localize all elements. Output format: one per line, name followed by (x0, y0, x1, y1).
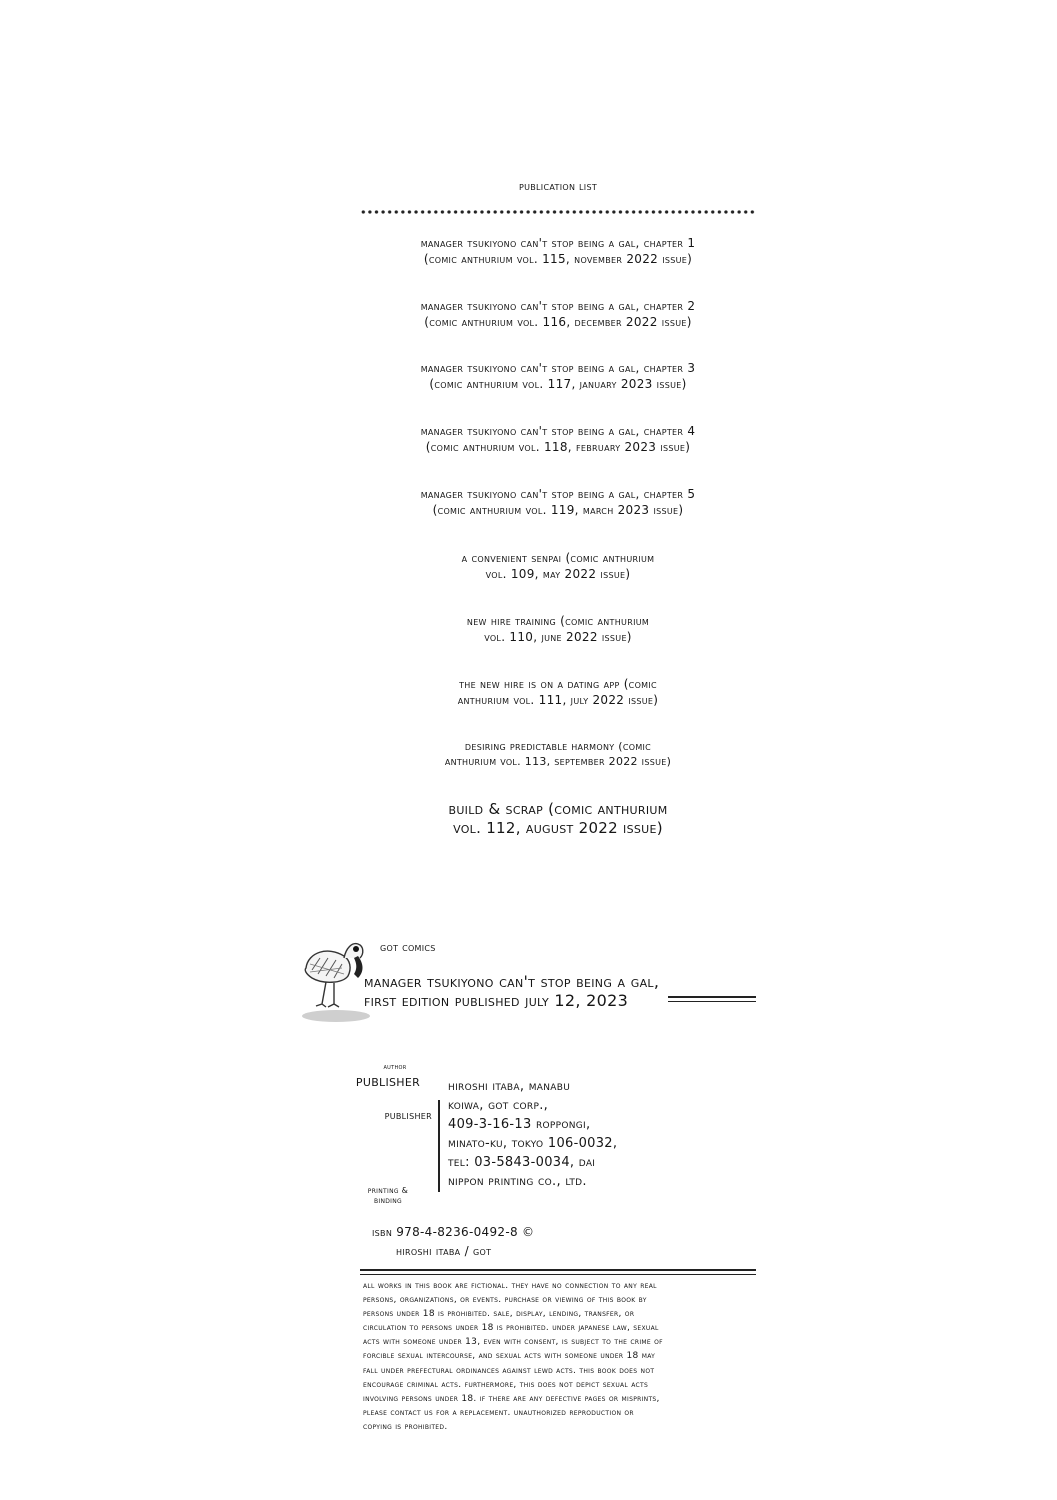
credit-line: nippon printing co., ltd. (448, 1174, 587, 1189)
credit-line: tel: 03-5843-0034, dai (448, 1155, 596, 1170)
entry-title: the new hire is on a dating app (comic (459, 677, 657, 691)
credit-line: 409-3-16-13 roppongi, (448, 1117, 591, 1132)
edition-line: first edition published july 12, 2023 (364, 991, 629, 1010)
credits-block (448, 1077, 688, 1191)
isbn-line: isbn 978-4-8236-0492-8 © (372, 1225, 535, 1239)
label-publisher-large: publisher (355, 1071, 421, 1090)
entry-source: vol. 112, august 2022 issue) (453, 819, 663, 837)
entry-title: build & scrap (comic anthurium (448, 800, 668, 818)
entry-source: vol. 110, june 2022 issue) (484, 630, 632, 644)
entry-source: anthurium vol. 113, september 2022 issue) (444, 755, 672, 768)
disclaimer-line: fall under prefectural ordinances against lewd acts. this book does not (363, 1365, 655, 1376)
publication-entry (360, 486, 756, 518)
book-title-line1: manager tsukiyono can't stop being a gal, (364, 972, 660, 991)
entry-source: vol. 109, may 2022 issue) (485, 567, 631, 581)
entry-title: manager tsukiyono can't stop being a gal, chapter 4 (420, 424, 696, 438)
entry-title: manager tsukiyono can't stop being a gal, chapter 3 (420, 361, 696, 375)
disclaimer-divider (360, 1269, 756, 1275)
label-printing-line2: binding (373, 1196, 402, 1205)
entry-source: anthurium vol. 111, july 2022 issue) (457, 693, 659, 707)
publication-entry (360, 360, 756, 392)
entry-title: a convenient senpai (comic anthurium (461, 551, 655, 565)
entry-source: (comic anthurium vol. 116, december 2022 issue) (424, 315, 692, 329)
publication-list-title: publication list (518, 180, 598, 193)
disclaimer-line: involving persons under 18. if there are any defective pages or misprints, (363, 1393, 660, 1404)
dotted-divider (360, 209, 756, 215)
publication-entry (360, 739, 756, 769)
publication-entry (360, 550, 756, 582)
publication-entry (360, 676, 756, 708)
entry-source: (comic anthurium vol. 117, january 2023 issue) (429, 377, 687, 391)
entry-title: desiring predictable harmony (comic (464, 740, 652, 753)
credit-line: koiwa, got corp., (448, 1098, 549, 1113)
book-title (364, 972, 764, 1010)
disclaimer-line: persons, organizations, or events. purchase or viewing of this book by (363, 1295, 647, 1306)
title-underline (668, 996, 756, 1002)
disclaimer-line: please contact us for a replacement. unauthorized reproduction or (363, 1407, 634, 1418)
imprint-name: got comics (380, 941, 436, 954)
entry-title: manager tsukiyono can't stop being a gal, chapter 5 (420, 487, 696, 501)
publication-entry (360, 423, 756, 455)
label-author: author (383, 1063, 407, 1071)
entry-title: manager tsukiyono can't stop being a gal, chapter 2 (420, 299, 696, 313)
disclaimer-line: acts with someone under 13, even with consent, is subject to the crime of (363, 1337, 663, 1348)
entry-title: new hire training (comic anthurium (466, 614, 650, 628)
isbn-block (372, 1223, 534, 1261)
copyright-holder: hiroshi itaba / got (396, 1244, 492, 1258)
publication-entry (360, 800, 756, 838)
publication-entry (360, 298, 756, 330)
label-printing-line1: printing & (367, 1186, 409, 1195)
disclaimer-line: encourage criminal acts. furthermore, this does not depict sexual acts (363, 1379, 649, 1390)
label-publisher: publisher (384, 1109, 432, 1122)
publication-entry (360, 235, 756, 267)
entry-source: (comic anthurium vol. 118, february 2023 issue) (425, 440, 691, 454)
disclaimer-line: copying is prohibited. (363, 1421, 448, 1432)
disclaimer-line: circulation to persons under 18 is prohibited. under japanese law, sexual (363, 1323, 659, 1334)
legal-disclaimer (363, 1279, 759, 1434)
entry-source: (comic anthurium vol. 119, march 2023 issue) (432, 503, 684, 517)
disclaimer-line: persons under 18 is prohibited. sale, display, lending, transfer, or (363, 1309, 635, 1320)
label-printing-binding (360, 1186, 416, 1206)
entry-title: manager tsukiyono can't stop being a gal, chapter 1 (420, 236, 696, 250)
vertical-divider (438, 1100, 440, 1192)
disclaimer-line: all works in this book are fictional. they have no connection to any real (363, 1281, 657, 1291)
credit-line: hiroshi itaba, manabu (448, 1079, 571, 1094)
entry-source: (comic anthurium vol. 115, november 2022 issue) (423, 252, 693, 266)
publication-entry (360, 613, 756, 645)
disclaimer-line: forcible sexual intercourse, and sexual acts with someone under 18 may (363, 1351, 656, 1362)
credit-line: minato-ku, tokyo 106-0032, (448, 1136, 618, 1151)
